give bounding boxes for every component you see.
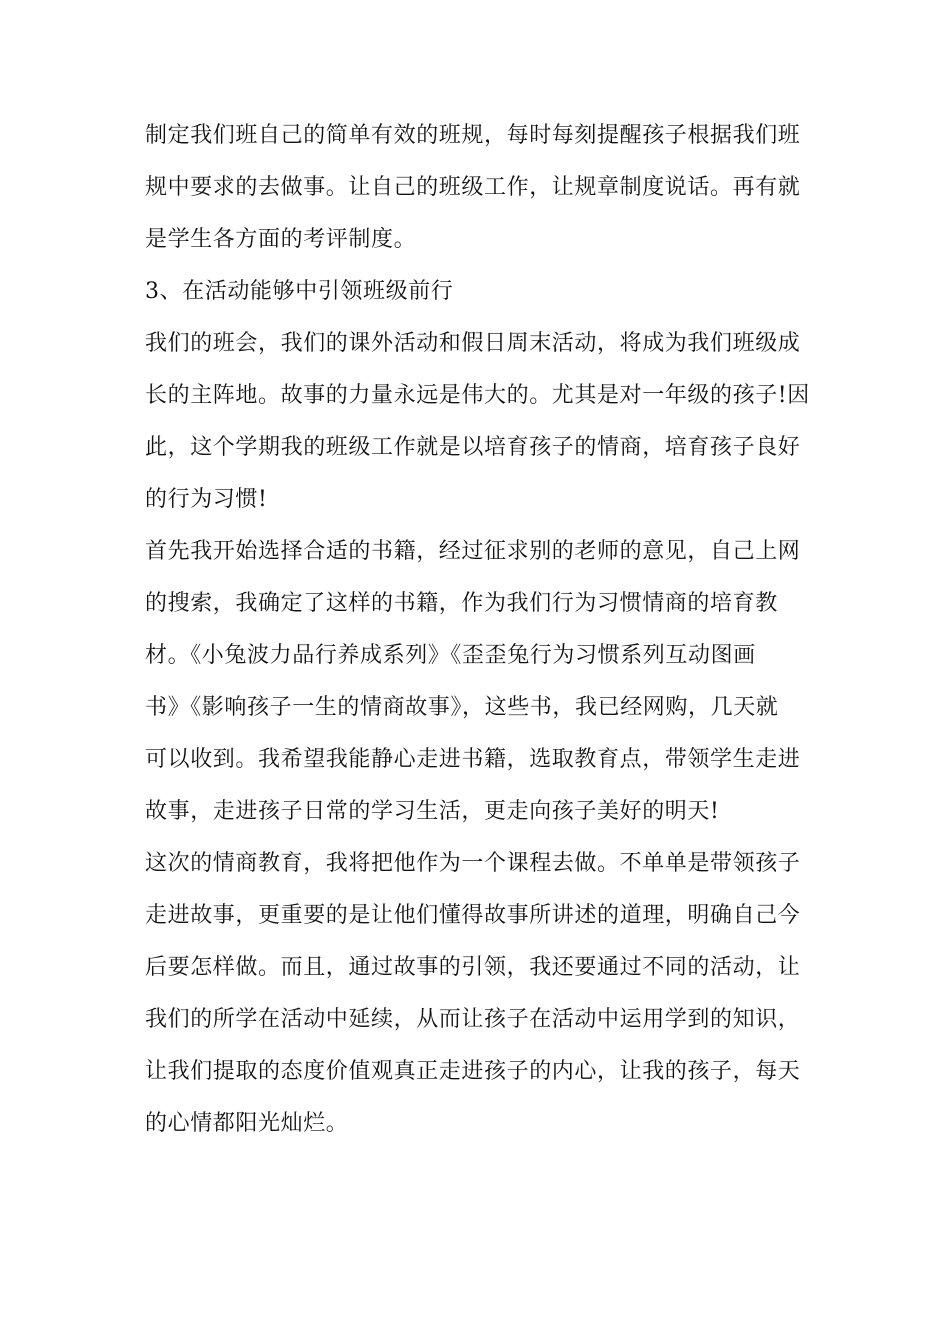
- text-line: 此，这个学期我的班级工作就是以培育孩子的情商，培育孩子良好: [145, 435, 801, 460]
- text-line: 走进故事，更重要的是让他们懂得故事所讲述的道理，明确自己今: [145, 903, 801, 928]
- text-line: 规中要求的去做事。让自己的班级工作，让规章制度说话。再有就: [145, 175, 801, 200]
- text-line: 的搜索，我确定了这样的书籍，作为我们行为习惯情商的培育教: [145, 591, 778, 616]
- text-line: 后要怎样做。而且，通过故事的引领，我还要通过不同的活动，让: [145, 955, 801, 980]
- text-line: 我们的所学在活动中延续，从而让孩子在活动中运用学到的知识，: [145, 1007, 801, 1032]
- text-line: 这次的情商教育，我将把他作为一个课程去做。不单单是带领孩子: [145, 851, 801, 876]
- text-line: 故事，走进孩子日常的学习生活，更走向孩子美好的明天!: [145, 799, 720, 824]
- text-line: 让我们提取的态度价值观真正走进孩子的内心，让我的孩子，每天: [145, 1059, 801, 1084]
- text-line: 的心情都阳光灿烂。: [145, 1111, 349, 1136]
- section-heading: 3、在活动能够中引领班级前行: [145, 279, 454, 304]
- text-line: 首先我开始选择合适的书籍，经过征求别的老师的意见，自己上网: [145, 539, 801, 564]
- text-line: 可以收到。我希望我能静心走进书籍，选取教育点，带领学生走进: [145, 747, 801, 772]
- text-line: 的行为习惯!: [145, 487, 268, 512]
- text-line: 长的主阵地。故事的力量永远是伟大的。尤其是对一年级的孩子!因: [145, 383, 810, 408]
- text-line: 材。《小兔波力品行养成系列》《歪歪兔行为习惯系列互动图画: [145, 643, 756, 668]
- text-line: 是学生各方面的考评制度。: [145, 227, 417, 252]
- text-line: 书》《影响孩子一生的情商故事》，这些书，我已经网购，几天就: [145, 695, 779, 720]
- text-line: 我们的班会，我们的课外活动和假日周末活动，将成为我们班级成: [145, 331, 801, 356]
- text-line: 制定我们班自己的简单有效的班规，每时每刻提醒孩子根据我们班: [145, 123, 801, 148]
